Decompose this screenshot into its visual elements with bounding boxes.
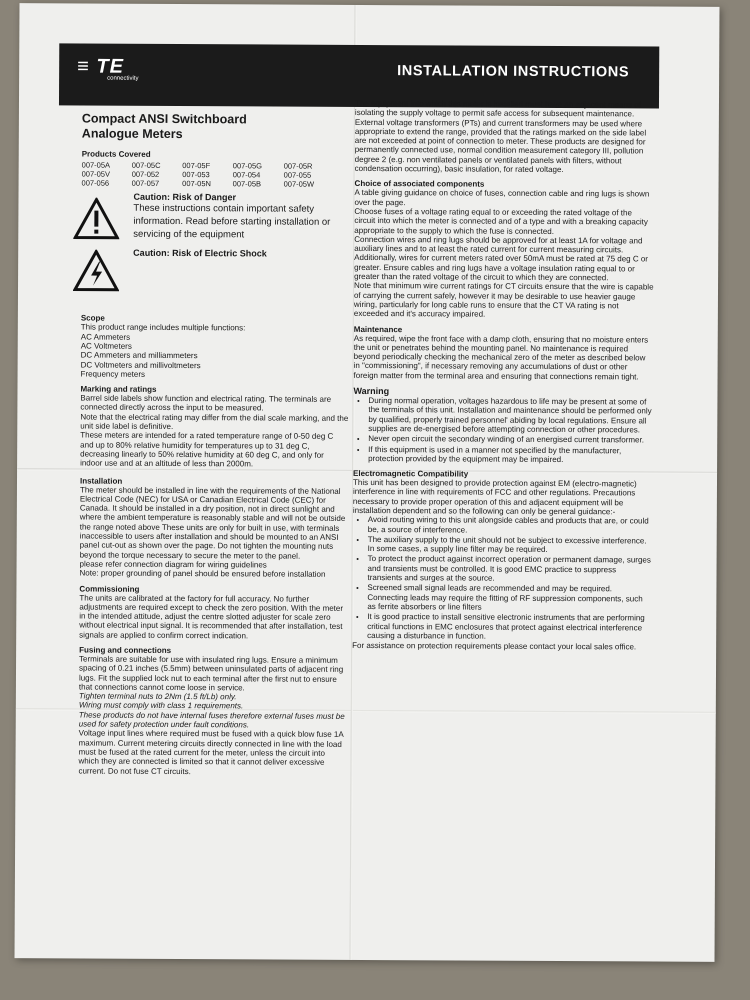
emc-item: • The auxiliary supply to the unit should not be subject to excessive interference. In some cases, a supply line filter may be required. [368,535,653,555]
intro-paragraph: External voltage transformers (PTs) and current transformers may be used where appropriate to extend the range, provided that the ratings marked on the side label are not exceeded at point of connection to meter. These products are designed for permanently connected use, normal condition measurement category III, pollution degree 2 (e.g. non ventilated panels or ventilated panels with filters, without condensation occurring), basic insulation, for rated voltage. [354,117,647,175]
logo-mark: TE [96,55,125,78]
product-code: 007-05W [283,179,315,189]
commissioning-heading: Commissioning [79,584,140,594]
scope-item: AC Voltmeters [80,341,132,351]
choice-paragraph: Choose fuses of a voltage rating equal to or exceeding the rated voltage of the circuit into which the meter is connected and of a type and with a breaking capacity appropriate to the supply to which the fuse is connected. [354,206,648,236]
product-title-line2: Analogue Meters [81,126,183,142]
installation-paragraph: please refer connection diagram for wiring guidelines [79,559,267,570]
warning-item: • During normal operation, voltages hazardous to life may be present at some of the terminals of this unit. Installation and maintenance should be performed only by qualified, properly trained personnel' abiding by local regulations. Ensure all supplies are de-energised before attempting connection or other procedures. [368,396,653,435]
product-code: 007-055 [283,170,312,180]
maintenance-heading: Maintenance [353,324,403,334]
left-column [78,112,349,777]
emc-list [352,515,653,641]
choice-paragraph: Note that minimum wire current ratings for CT circuits ensure that the wire is capable of carrying the current safely, however it may be desirable to use heavier gauge wiring, particularly for long cable runs to ensure that the CT VA rating is not exceeded and it's accuracy impaired. [353,281,654,319]
installation-paragraph: Note: proper grounding of panel should be ensured before installation [79,568,326,580]
scope-item: DC Ammeters and milliammeters [80,350,198,361]
fusing-paragraph: These products do not have internal fuses therefore external fuses must be used for safety protection under fault conditions. [78,710,345,730]
scope-item: DC Voltmeters and millivoltmeters [80,360,201,370]
emc-heading: Electromagnetic Compatibility [353,469,469,479]
marking-paragraph: Barrel side labels show function and electrical rating. The terminals are connected directly across the input to be measured. [80,393,332,413]
scope-heading: Scope [80,313,105,324]
product-code: 007-053 [182,169,210,179]
warning-list [353,396,653,465]
scope-intro: This product range includes multiple functions: [80,322,246,333]
product-title-line1: Compact ANSI Switchboard [81,111,247,127]
logo-sub: connectivity [107,75,139,82]
instruction-sheet [15,3,720,962]
products-covered-label: Products Covered [81,149,151,159]
emc-intro: This unit has been designed to provide protection against EM (electro-magnetic) interference in line with requirements of FCC and other regulations. Precautions necessary to provide proper operation of this and adjacent equipment will be installation dependent and so the following can only be general guidance:- [352,478,637,517]
product-code: 007-056 [81,178,110,188]
product-code: 007-05N [182,178,211,188]
fusing-paragraph: Voltage input lines where required must be fused with a quick blow fuse 1A maximum. Current metering circuits directly connected in line with the load must be fused at the rated current for the meter, unless the circuit into which they are connected is limited so that it cannot deliver excessive current. Do not fuse CT circuits. [78,728,344,776]
scope-item: AC Ammeters [80,332,131,342]
marking-paragraph: These meters are intended for a rated temperature range of 0-50 deg C and up to 80% relative humidity for temperatures up to 31 deg C, decreasing linearly to 50% relative humidity at 60 deg C, and only for indoor use and at an altitude of less than 2000m. [80,430,334,469]
te-logo [77,55,138,81]
product-code: 007-05F [182,161,211,171]
logo-lines-icon: ≡ [77,55,90,78]
page-title: INSTALLATION INSTRUCTIONS [397,63,630,81]
product-codes [82,162,350,190]
product-code: 007-05A [81,160,111,170]
product-code: 007-057 [131,178,160,188]
product-code: 007-05B [232,178,262,189]
emc-item: • Screened small signal leads are recommended and may be required. Connecting leads may require the fitting of RF suppression components, such as ferrite absorbers or line filters [367,583,652,612]
product-code: 007-05C [131,160,161,170]
product-code [336,180,350,189]
emc-item: • To protect the product against incorrect operation or permanent damage, surges and transients must be controlled. It is good EMC practice to suppress transients and surges at the source. [367,554,652,583]
maintenance-text: As required, wipe the front face with a damp cloth, ensuring that no moisture enters the unit or penetrates behind the mounting panel. No maintenance is required beyond periodically checking the mechanical zero of the meter as described below in "commissioning", if necessary removing any accumulations of dust or other foreign matter from the terminal area and ensuring that connections remain tight. [353,333,649,382]
warning-exclamation-icon [73,198,119,240]
caution-shock-title: Caution: Risk of Electric Shock [133,248,267,259]
choice-paragraph: Connection wires and ring lugs should be approved for at least 1A for voltage and auxiliary lines and to at least the rated current for current measuring circuits. Additionally, wires for current meters rated over 50mA must be rated at 75 deg C or greater. Ensure cables and ring lugs have a voltage insulation rating equal to or greater than the rated voltage of the circuit to which they are connected. [354,234,648,283]
caution-block [81,192,350,297]
fusing-heading: Fusing and connections [79,645,172,655]
product-code [336,172,350,181]
fusing-paragraph: Terminals are suitable for use with insulated ring lugs. Ensure a minimum spacing of 0.21 inches (5.5mm) between uninsulated parts of adjacent ring lugs. Fit the supplied lock nut to each terminal after the first nut to ensure that connections cannot come loose in service. [78,654,344,693]
marking-paragraph: Note that the electrical rating may differ from the dial scale marking, and the unit side label is definitive. [80,412,349,432]
intro-paragraph: The equipment into which this meter is installed must have an adjacent means of isolating the supply voltage to permit safe access for subsequent maintenance. [354,98,641,119]
product-code: 007-052 [131,169,160,179]
electric-shock-icon [73,250,119,292]
warning-item: • Never open circuit the secondary winding of an energised current transformer. [368,434,653,445]
scope-item: Frequency meters [80,369,146,379]
caution-danger-title: Caution: Risk of Danger [133,192,237,203]
fusing-paragraph: Wiring must comply with class 1 requirements. [78,700,244,711]
caution-danger-text: These instructions contain important safety information. Read before starting installation or servicing of the equipment [133,203,331,241]
product-code [336,163,350,172]
emc-item: • Avoid routing wiring to this unit alongside cables and products that are, or could be, a source of interference. [368,515,653,535]
commissioning-text: The units are calibrated at the factory for full accuracy. No further adjustments are required except to check the zero position. With the meter in the intended attitude, adjust the centre slotted adjuster for scale zero without electrical input signal. It is recommended that after installation, test signals are applied to confirm correct indication. [79,593,344,641]
emc-outro: For assistance on protection requirements please contact your local sales office. [352,641,637,652]
product-code: 007-05R [283,161,313,171]
product-code: 007-054 [232,170,261,180]
choice-paragraph: A table giving guidance on choice of fuses, connection cable and ring lugs is shown over the page. [354,188,650,207]
product-code: 007-05V [81,169,110,179]
marking-heading: Marking and ratings [80,384,157,395]
product-code: 007-05G [232,161,262,171]
fusing-paragraph: Tighten terminal nuts to 2Nm (1.5 ft/Lb) only. [78,691,237,702]
emc-item: • It is good practice to install sensitive electronic instruments that are performing critical functions in EMC enclosures that protect against electrical interference causing a disturbance in function. [367,612,652,641]
warning-heading: Warning [353,385,390,397]
choice-heading: Choice of associated components [354,179,485,189]
right-column [352,99,655,652]
warning-item: • If this equipment is used in a manner not specified by the manufacturer, protection provided by the equipment may be impaired. [368,445,653,465]
installation-heading: Installation [79,476,123,486]
installation-paragraph: The meter should be installed in line with the requirements of the National Electrical Code (NEC) for USA or Canadian Electrical Code (CEC) for Canada. It should be installed in a dry position, not in direct sunlight and where the ambient temperature is reasonably stable and will not be outside the range noted above These units are only for built in use, with terminals inaccessible to users after installation and should be mounted to an ANSI panel cut-out as shown over the page. Do not tighten the mounting nuts beyond the torque necessary to secure the meter to the panel. [79,485,346,561]
